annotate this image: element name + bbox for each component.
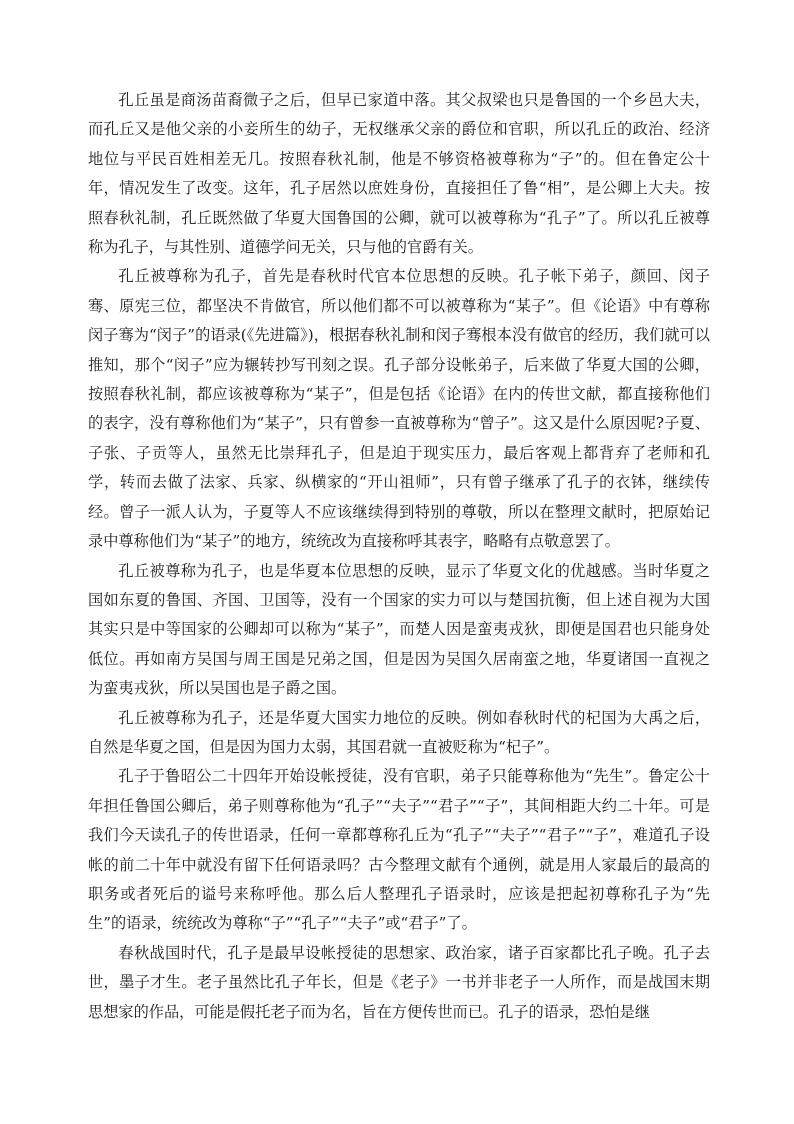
paragraph-2: 孔丘被尊称为孔子，首先是春秋时代官本位思想的反映。孔子帐下弟子，颜回、闵子骞、原宪三位，都坚决不肯做官，所以他们都不可以被尊称为“某子”。但《论语》中有尊称闵子骞为“闵子”的语录(《先进篇》)，根据春秋礼制和闵子骞根本没有做官的经历，我们就可以推知，那个“闵子”应为辗转抄写刊刻之误。孔子部分设帐弟子，后来做了华夏大国的公卿，按照春秋礼制，都应该被尊称为“某子”，但是包括《论语》在内的传世文献，都直接称他们的表字，没有尊称他们为“某子”，只有曾参一直被尊称为“曾子”。这又是什么原因呢?子夏、子张、子贡等人，虽然无比崇拜孔子，但是迫于现实压力，最后客观上都背弃了老师和孔学，转而去做了法家、兵家、纵横家的“开山祖师”，只有曾子继承了孔子的衣钵，继续传经。曾子一派人认为，子夏等人不应该继续得到特别的尊敬，所以在整理文献时，把原始记录中尊称他们为“某子”的地方，统统改为直接称呼其表字，略略有点敬意罢了。 bbox=[88, 267, 710, 551]
paragraph-3: 孔丘被尊称为孔子，也是华夏本位思想的反映，显示了华夏文化的优越感。当时华夏之国如东夏的鲁国、齐国、卫国等，没有一个国家的实力可以与楚国抗衡，但上述自视为大国其实只是中等国家的公卿却可以称为“某子”，而楚人因是蛮夷戎狄，即便是国君也只能身处低位。再如南方吴国与周王国是兄弟之国，但是因为吴国久居南蛮之地，华夏诸国一直视之为蛮夷戎狄，所以吴国也是子爵之国。 bbox=[88, 561, 710, 698]
paragraph-4: 孔丘被尊称为孔子，还是华夏大国实力地位的反映。例如春秋时代的杞国为大禹之后，自然是华夏之国，但是因为国力太弱，其国君就一直被贬称为“杞子”。 bbox=[88, 708, 710, 756]
paragraph-5: 孔子于鲁昭公二十四年开始设帐授徒，没有官职，弟子只能尊称他为“先生”。鲁定公十年担任鲁国公卿后，弟子则尊称他为“孔子”“夫子”“君子”“子”，其间相距大约二十年。可是我们今天读孔子的传世语录，任何一章都尊称孔丘为“孔子”“夫子”“君子”“子”，难道孔子设帐的前二十年中就没有留下任何语录吗？古今整理文献有个通例，就是用人家最后的最高的职务或者死后的谥号来称呼他。那么后人整理孔子语录时，应该是把起初尊称孔子为“先生”的语录，统统改为尊称“子”“孔子”“夫子”或“君子”了。 bbox=[88, 767, 710, 933]
paragraph-6: 春秋战国时代，孔子是最早设帐授徒的思想家、政治家，诸子百家都比孔子晚。孔子去世，墨子才生。老子虽然比孔子年长，但是《老子》一书并非老子一人所作，而是战国末期思想家的作品，可能是假托老子而为名，旨在方便传世而已。孔子的语录，恐怕是继 bbox=[88, 943, 710, 1021]
document-body bbox=[88, 86, 710, 1027]
paragraph-1: 孔丘虽是商汤苗裔微子之后，但早已家道中落。其父叔梁也只是鲁国的一个乡邑大夫，而孔丘又是他父亲的小妾所生的幼子，无权继承父亲的爵位和官职，所以孔丘的政治、经济地位与平民百姓相差无几。按照春秋礼制，他是不够资格被尊称为“子”的。但在鲁定公十年，情况发生了改变。这年，孔子居然以庶姓身份，直接担任了鲁“相”，是公卿上大夫。按照春秋礼制，孔丘既然做了华夏大国鲁国的公卿，就可以被尊称为“孔子”了。所以孔丘被尊称为孔子，与其性别、道德学问无关，只与他的官爵有关。 bbox=[88, 91, 710, 257]
